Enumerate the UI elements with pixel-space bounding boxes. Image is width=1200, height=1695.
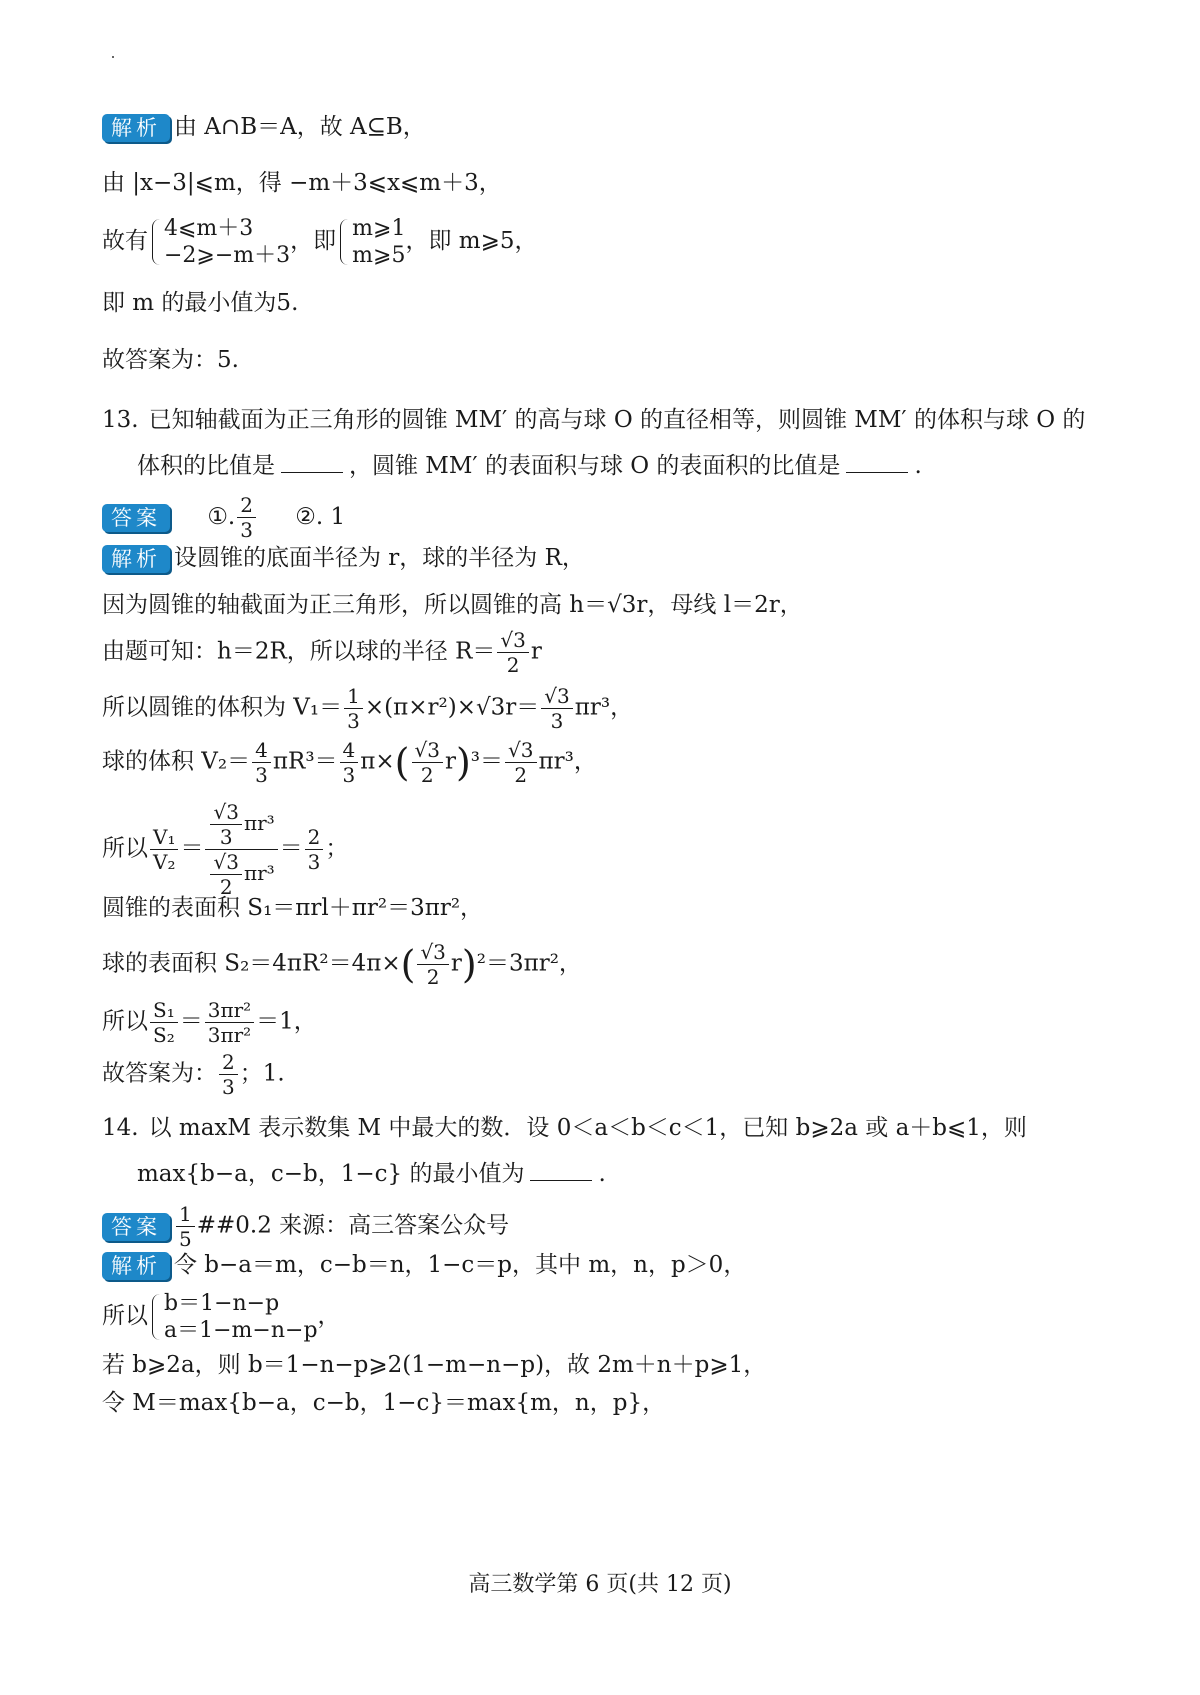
q13-solution-line-4: 所以圆锥的体积为 V₁＝ $\frac{1}{3}$ ×(π×r²)×√3r＝ $\frac{√3}{3}$ πr³， — [102, 684, 634, 733]
q14-solution-line-2: 所以 b＝1−n−p a＝1−m−n−p ， — [102, 1291, 341, 1343]
answer-blank — [281, 450, 343, 473]
q12-line-5: 故答案为：5. — [102, 347, 239, 373]
q13-solution-line-8: 球的表面积 S₂＝4πR²＝4π×( $\frac{√3}{2}$ r)²＝3πr²， — [102, 940, 582, 989]
fraction: $\frac{2}{3}$ — [237, 493, 256, 542]
q14-stem-line-2: max{b−a，c−b，1−c} 的最小值为 . — [137, 1158, 606, 1189]
system-of-inequalities: 4⩽m＋3 −2⩾−m＋3 — [150, 215, 290, 269]
answer-blank — [846, 450, 908, 473]
page-footer: 高三数学第 6 页(共 12 页) — [468, 1572, 732, 1597]
q14-stem-line-1: 14. 以 maxM 表示数集 M 中最大的数．设 0＜a＜b＜c＜1，已知 b⩾2a 或 a＋b⩽1，则 — [102, 1115, 1027, 1141]
q13-answer: 答案 ①. $\frac{2}{3}$ ②. 1 — [102, 493, 345, 542]
q12-analysis-line-1: 解析 由 A∩B＝A，故 A⊆B， — [102, 112, 426, 142]
q13-solution-line-10: 故答案为： $\frac{2}{3}$ ；1. — [102, 1050, 285, 1099]
answer-tag: 答案 — [102, 504, 170, 532]
q14-solution-line-4: 令 M＝max{b−a，c−b，1−c}＝max{m，n，p}， — [102, 1390, 666, 1416]
compound-fraction: $\frac{√3}{3}$ πr³ $\frac{√3}{2}$ πr³ — [205, 800, 277, 899]
system-of-inequalities: m⩾1 m⩾5 — [338, 215, 405, 269]
q12-line-4: 即 m 的最小值为5. — [102, 290, 299, 316]
q13-solution-line-6: 所以 $\frac{\text{V₁}}{\text{V₂}}$ ＝ $\frac{√3}{3}$ πr³ $\frac{√3}{2}$ πr³ ＝ $\frac{2}{3}$ ； — [102, 800, 349, 899]
q12-line-3: 故有 4⩽m＋3 −2⩾−m＋3 ，即 m⩾1 m⩾5 ，即 m⩾5， — [102, 216, 538, 268]
q13-stem-line-2: 体积的比值是 ，圆锥 MM′ 的表面积与球 O 的表面积的比值是 . — [137, 450, 922, 481]
q14-solution-line-3: 若 b⩾2a，则 b＝1−n−p⩾2(1−m−n−p)，故 2m＋n＋p⩾1， — [102, 1352, 767, 1378]
q14-answer: 答案 $\frac{1}{5}$ ##0.2 来源：高三答案公众号 — [102, 1202, 509, 1251]
system-of-equations: b＝1−n−p a＝1−m−n−p — [150, 1290, 318, 1344]
q13-solution-line-2: 因为圆锥的轴截面为正三角形，所以圆锥的高 h＝√3r，母线 l＝2r， — [102, 592, 803, 618]
q13-solution-line-5: 球的体积 V₂＝ $\frac{4}{3}$ πR³＝ $\frac{4}{3}$ π×( $\frac{√3}{2}$ r)³＝ $\frac{√3}{2}$ πr³， — [102, 738, 597, 787]
scan-speck — [112, 56, 114, 58]
analysis-tag: 解析 — [102, 114, 170, 142]
answer-tag: 答案 — [102, 1213, 170, 1241]
q12-line-2: 由 |x−3|⩽m，得 −m＋3⩽x⩽m＋3， — [102, 170, 502, 196]
q13-stem-line-1: 13. 已知轴截面为正三角形的圆锥 MM′ 的高与球 O 的直径相等，则圆锥 MM′ 的体积与球 O 的 — [102, 407, 1086, 433]
q13-solution-line-9: 所以 $\frac{\text{S₁}}{\text{S₂}}$ ＝ $\frac{\text{3πr²}}{\text{3πr²}}$ ＝1， — [102, 998, 317, 1047]
q14-solution-line-1: 解析 令 b−a＝m，c−b＝n，1−c＝p，其中 m，n，p＞0， — [102, 1250, 746, 1280]
analysis-tag: 解析 — [102, 545, 170, 573]
q13-solution-line-3: 由题可知：h＝2R，所以球的半径 R＝ $\frac{√3}{2}$ r — [102, 628, 542, 677]
q13-solution-line-7: 圆锥的表面积 S₁＝πrl＋πr²＝3πr²， — [102, 895, 484, 921]
answer-blank — [530, 1158, 592, 1181]
analysis-tag: 解析 — [102, 1252, 170, 1280]
q13-solution-line-1: 解析 设圆锥的底面半径为 r，球的半径为 R， — [102, 543, 585, 573]
